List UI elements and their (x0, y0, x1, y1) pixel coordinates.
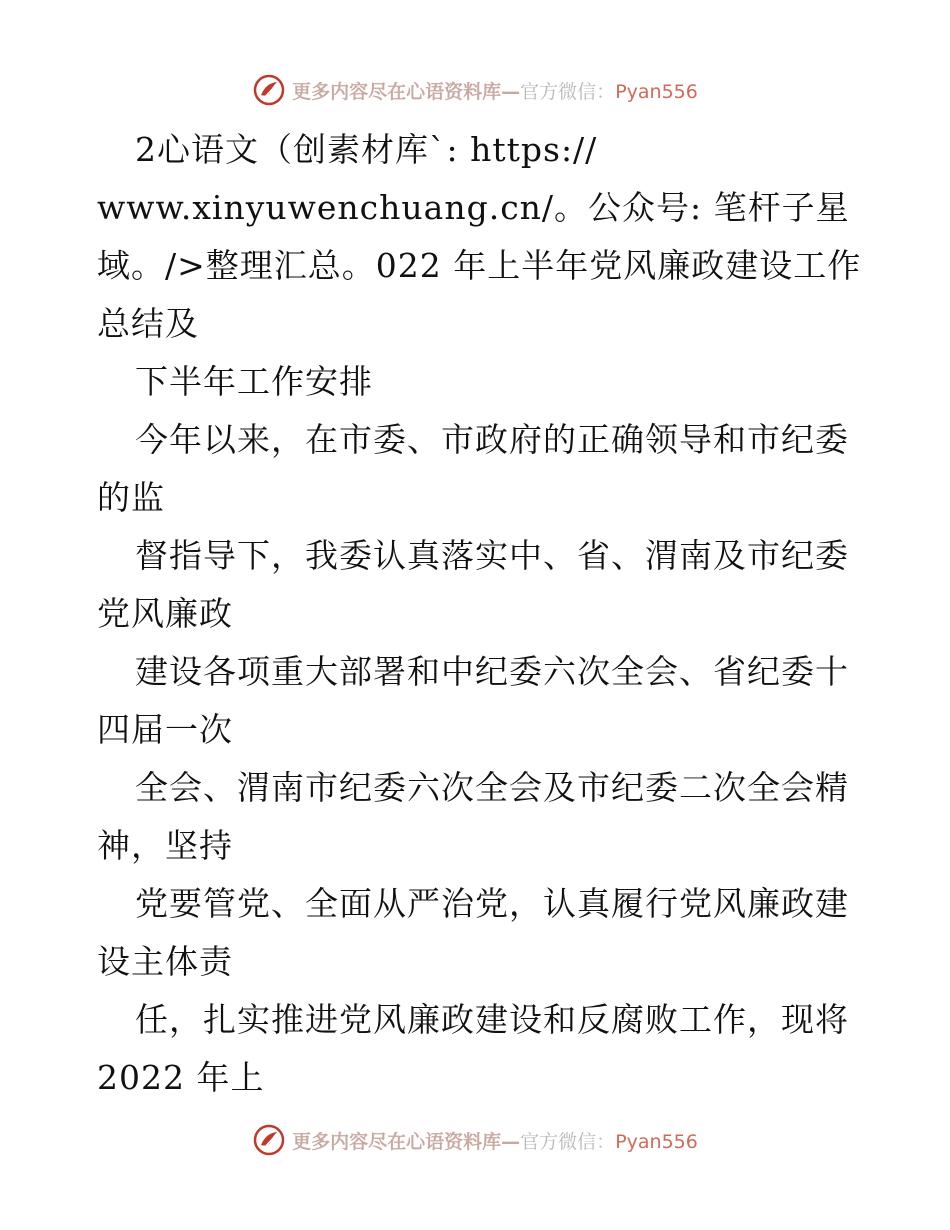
text-line: 督指导下，我委认真落实中、省、渭南及市纪委 (135, 536, 849, 575)
text-line: www.xinyuwenchuang.cn/。公众号: 笔杆子星 (97, 188, 850, 227)
text-line: 党风廉政 (97, 594, 233, 633)
banner-separator: — (501, 1130, 521, 1153)
brand-name: 更多内容尽在心语资料库 (292, 1130, 502, 1153)
brand-name: 更多内容尽在心语资料库 (292, 80, 502, 103)
footer-watermark-banner (0, 1120, 950, 1160)
text-line: 任，扎实推进党风廉政建设和反腐败工作，现将 (135, 1000, 849, 1039)
brand-logo-icon (252, 1123, 286, 1157)
banner-separator: — (501, 80, 521, 103)
wechat-label: 官方微信： (520, 1130, 616, 1153)
text-line: 今年以来，在市委、市政府的正确领导和市纪委 (135, 420, 849, 459)
wechat-id: Pyan556 (615, 1130, 698, 1153)
text-line: 下半年工作安排 (135, 362, 373, 401)
text-line: 总结及 (97, 304, 199, 343)
watermark-text (292, 1127, 698, 1154)
wechat-label: 官方微信： (520, 80, 616, 103)
text-line: 神，坚持 (97, 826, 233, 865)
text-line: 2022 年上 (97, 1058, 265, 1097)
text-line: 的监 (97, 478, 165, 517)
document-body (97, 121, 862, 1107)
text-line: 建设各项重大部署和中纪委六次全会、省纪委十 (135, 652, 849, 691)
text-line: 设主体责 (97, 942, 233, 981)
brand-logo-icon (252, 73, 286, 107)
wechat-id: Pyan556 (615, 80, 698, 103)
text-line: 全会、渭南市纪委六次全会及市纪委二次全会精 (135, 768, 849, 807)
header-watermark-banner (0, 70, 950, 110)
text-line: 域。/>整理汇总。022 年上半年党风廉政建设工作 (97, 246, 862, 285)
watermark-text (292, 77, 698, 104)
text-line: 四届一次 (97, 710, 233, 749)
text-line: 2心语文（创素材库`: https:// (135, 130, 598, 169)
text-line: 党要管党、全面从严治党，认真履行党风廉政建 (135, 884, 849, 923)
